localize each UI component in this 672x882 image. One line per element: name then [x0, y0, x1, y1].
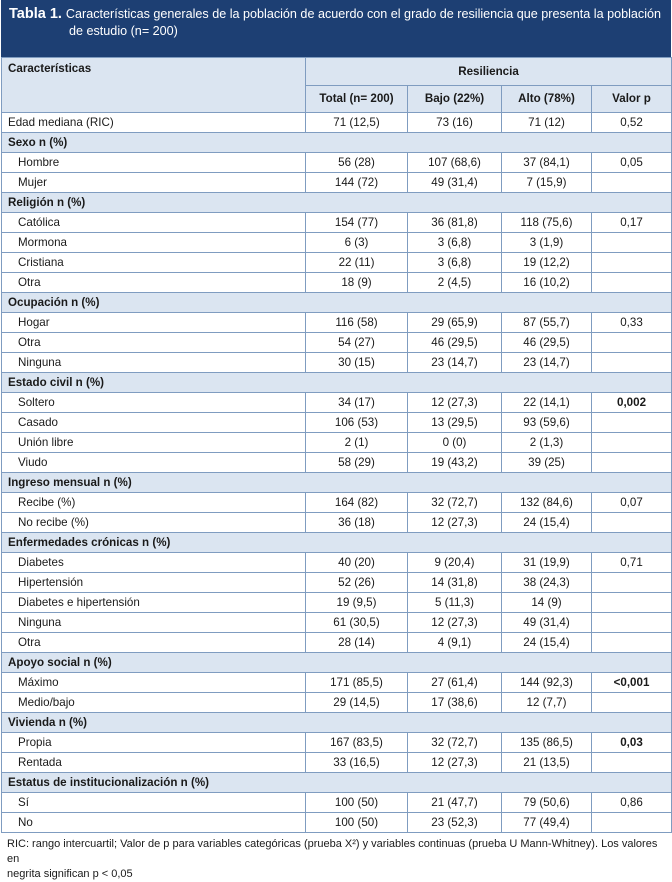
cell-valor-p: 0,07 [592, 493, 672, 513]
cell-total: 171 (85,5) [306, 673, 408, 693]
table-row [2, 573, 672, 593]
cell-alto: 38 (24,3) [502, 573, 592, 593]
section-label: Vivienda n (%) [2, 713, 672, 733]
cell-total: 164 (82) [306, 493, 408, 513]
cell-alto: 24 (15,4) [502, 633, 592, 653]
table-number: Tabla 1. [9, 6, 62, 22]
cell-alto: 3 (1,9) [502, 233, 592, 253]
cell-alto: 23 (14,7) [502, 353, 592, 373]
cell-bajo: 73 (16) [408, 113, 502, 133]
row-label: Hombre [2, 153, 306, 173]
row-label: No [2, 813, 306, 833]
row-label: Sí [2, 793, 306, 813]
cell-bajo: 21 (47,7) [408, 793, 502, 813]
cell-total: 71 (12,5) [306, 113, 408, 133]
row-label: Recibe (%) [2, 493, 306, 513]
section-row [2, 533, 672, 553]
cell-total: 54 (27) [306, 333, 408, 353]
header-alto: Alto (78%) [502, 86, 592, 113]
cell-alto: 135 (86,5) [502, 733, 592, 753]
row-label: Máximo [2, 673, 306, 693]
cell-bajo: 3 (6,8) [408, 253, 502, 273]
table-row [2, 793, 672, 813]
cell-valor-p [592, 233, 672, 253]
cell-alto: 31 (19,9) [502, 553, 592, 573]
row-label: Hogar [2, 313, 306, 333]
section-row [2, 773, 672, 793]
cell-alto: 118 (75,6) [502, 213, 592, 233]
cell-total: 34 (17) [306, 393, 408, 413]
section-row [2, 193, 672, 213]
cell-total: 40 (20) [306, 553, 408, 573]
cell-valor-p: 0,17 [592, 213, 672, 233]
cell-bajo: 14 (31,8) [408, 573, 502, 593]
table-row [2, 753, 672, 773]
cell-bajo: 19 (43,2) [408, 453, 502, 473]
cell-bajo: 9 (20,4) [408, 553, 502, 573]
row-label: Diabetes [2, 553, 306, 573]
cell-alto: 132 (84,6) [502, 493, 592, 513]
cell-bajo: 13 (29,5) [408, 413, 502, 433]
cell-total: 116 (58) [306, 313, 408, 333]
cell-total: 106 (53) [306, 413, 408, 433]
cell-valor-p [592, 333, 672, 353]
header-row-1 [2, 58, 672, 86]
cell-total: 6 (3) [306, 233, 408, 253]
table-row [2, 553, 672, 573]
row-label: Soltero [2, 393, 306, 413]
cell-bajo: 27 (61,4) [408, 673, 502, 693]
cell-valor-p [592, 573, 672, 593]
cell-bajo: 4 (9,1) [408, 633, 502, 653]
header-bajo: Bajo (22%) [408, 86, 502, 113]
row-label: Ninguna [2, 613, 306, 633]
cell-valor-p: 0,71 [592, 553, 672, 573]
section-label: Enfermedades crónicas n (%) [2, 533, 672, 553]
section-row [2, 713, 672, 733]
section-label: Religión n (%) [2, 193, 672, 213]
cell-valor-p: 0,52 [592, 113, 672, 133]
cell-alto: 19 (12,2) [502, 253, 592, 273]
table-row [2, 493, 672, 513]
row-label: Católica [2, 213, 306, 233]
cell-alto: 46 (29,5) [502, 333, 592, 353]
cell-valor-p [592, 413, 672, 433]
cell-valor-p: 0,86 [592, 793, 672, 813]
cell-alto: 24 (15,4) [502, 513, 592, 533]
row-label: Otra [2, 633, 306, 653]
row-label: No recibe (%) [2, 513, 306, 533]
row-label: Edad mediana (RIC) [2, 113, 306, 133]
cell-bajo: 32 (72,7) [408, 733, 502, 753]
cell-total: 36 (18) [306, 513, 408, 533]
cell-valor-p [592, 433, 672, 453]
table-row [2, 313, 672, 333]
cell-bajo: 12 (27,3) [408, 753, 502, 773]
cell-alto: 79 (50,6) [502, 793, 592, 813]
cell-alto: 22 (14,1) [502, 393, 592, 413]
cell-total: 2 (1) [306, 433, 408, 453]
cell-total: 19 (9,5) [306, 593, 408, 613]
row-label: Rentada [2, 753, 306, 773]
cell-valor-p [592, 633, 672, 653]
table-row [2, 613, 672, 633]
table-row [2, 813, 672, 833]
table-row [2, 733, 672, 753]
cell-total: 28 (14) [306, 633, 408, 653]
cell-alto: 49 (31,4) [502, 613, 592, 633]
section-label: Estatus de institucionalización n (%) [2, 773, 672, 793]
row-label: Medio/bajo [2, 693, 306, 713]
table-row [2, 173, 672, 193]
table-row [2, 253, 672, 273]
cell-alto: 77 (49,4) [502, 813, 592, 833]
cell-valor-p: 0,33 [592, 313, 672, 333]
cell-bajo: 3 (6,8) [408, 233, 502, 253]
cell-valor-p [592, 813, 672, 833]
cell-bajo: 29 (65,9) [408, 313, 502, 333]
header-valor-p: Valor p [592, 86, 672, 113]
cell-total: 167 (83,5) [306, 733, 408, 753]
row-label: Propia [2, 733, 306, 753]
cell-alto: 16 (10,2) [502, 273, 592, 293]
section-label: Ocupación n (%) [2, 293, 672, 313]
cell-alto: 37 (84,1) [502, 153, 592, 173]
cell-total: 18 (9) [306, 273, 408, 293]
cell-alto: 39 (25) [502, 453, 592, 473]
table-row [2, 393, 672, 413]
cell-alto: 87 (55,7) [502, 313, 592, 333]
row-label: Hipertensión [2, 573, 306, 593]
table-row [2, 593, 672, 613]
cell-bajo: 23 (52,3) [408, 813, 502, 833]
table-footnote [1, 833, 671, 882]
table-row [2, 153, 672, 173]
cell-bajo: 0 (0) [408, 433, 502, 453]
footnote-line-1: RIC: rango intercuartil; Valor de p para variables categóricas (prueba X²) y variables continuas (prueba U Mann-Whitney). Los valores en [7, 838, 658, 865]
cell-valor-p: 0,002 [592, 393, 672, 413]
cell-alto: 71 (12) [502, 113, 592, 133]
section-row [2, 293, 672, 313]
row-label: Otra [2, 273, 306, 293]
cell-alto: 93 (59,6) [502, 413, 592, 433]
cell-bajo: 49 (31,4) [408, 173, 502, 193]
cell-valor-p: <0,001 [592, 673, 672, 693]
cell-valor-p [592, 453, 672, 473]
cell-bajo: 107 (68,6) [408, 153, 502, 173]
cell-valor-p [592, 593, 672, 613]
document-page [1, 0, 671, 882]
header-caracteristicas: Características [2, 58, 306, 113]
cell-total: 22 (11) [306, 253, 408, 273]
cell-total: 30 (15) [306, 353, 408, 373]
cell-alto: 7 (15,9) [502, 173, 592, 193]
row-label: Casado [2, 413, 306, 433]
cell-valor-p [592, 353, 672, 373]
cell-bajo: 5 (11,3) [408, 593, 502, 613]
cell-alto: 12 (7,7) [502, 693, 592, 713]
row-label: Mormona [2, 233, 306, 253]
cell-total: 52 (26) [306, 573, 408, 593]
cell-bajo: 12 (27,3) [408, 513, 502, 533]
cell-alto: 14 (9) [502, 593, 592, 613]
cell-total: 100 (50) [306, 793, 408, 813]
cell-valor-p [592, 753, 672, 773]
table-row [2, 633, 672, 653]
section-label: Apoyo social n (%) [2, 653, 672, 673]
cell-valor-p [592, 273, 672, 293]
cell-valor-p [592, 693, 672, 713]
title-text-2: de estudio (n= 200) [69, 24, 178, 38]
cell-alto: 21 (13,5) [502, 753, 592, 773]
row-label: Cristiana [2, 253, 306, 273]
cell-total: 144 (72) [306, 173, 408, 193]
cell-bajo: 12 (27,3) [408, 393, 502, 413]
row-label: Ninguna [2, 353, 306, 373]
table-row [2, 273, 672, 293]
table-row [2, 413, 672, 433]
footnote-line-2: negrita significan p < 0,05 [7, 868, 133, 880]
table-row [2, 673, 672, 693]
table-body [2, 113, 672, 833]
cell-total: 56 (28) [306, 153, 408, 173]
row-label: Otra [2, 333, 306, 353]
cell-valor-p [592, 513, 672, 533]
table-row [2, 433, 672, 453]
cell-bajo: 23 (14,7) [408, 353, 502, 373]
cell-total: 29 (14,5) [306, 693, 408, 713]
table-row [2, 233, 672, 253]
section-label: Sexo n (%) [2, 133, 672, 153]
cell-bajo: 12 (27,3) [408, 613, 502, 633]
cell-total: 154 (77) [306, 213, 408, 233]
cell-total: 58 (29) [306, 453, 408, 473]
section-label: Ingreso mensual n (%) [2, 473, 672, 493]
cell-valor-p: 0,05 [592, 153, 672, 173]
cell-valor-p [592, 613, 672, 633]
cell-valor-p [592, 253, 672, 273]
row-label: Mujer [2, 173, 306, 193]
row-label: Viudo [2, 453, 306, 473]
table-title [1, 0, 671, 57]
cell-bajo: 46 (29,5) [408, 333, 502, 353]
header-resiliencia: Resiliencia [306, 58, 672, 86]
cell-valor-p: 0,03 [592, 733, 672, 753]
table-row [2, 213, 672, 233]
cell-bajo: 17 (38,6) [408, 693, 502, 713]
cell-total: 100 (50) [306, 813, 408, 833]
section-row [2, 473, 672, 493]
section-label: Estado civil n (%) [2, 373, 672, 393]
row-label: Diabetes e hipertensión [2, 593, 306, 613]
table-row [2, 353, 672, 373]
cell-alto: 144 (92,3) [502, 673, 592, 693]
title-text-1: Características generales de la población de acuerdo con el grado de resiliencia que presenta la población [65, 7, 662, 21]
cell-alto: 2 (1,3) [502, 433, 592, 453]
section-row [2, 133, 672, 153]
table-row [2, 513, 672, 533]
section-row [2, 373, 672, 393]
cell-bajo: 32 (72,7) [408, 493, 502, 513]
cell-total: 61 (30,5) [306, 613, 408, 633]
cell-valor-p [592, 173, 672, 193]
characteristics-table [1, 57, 672, 833]
title-line-1 [9, 6, 663, 23]
cell-bajo: 36 (81,8) [408, 213, 502, 233]
cell-total: 33 (16,5) [306, 753, 408, 773]
row-label: Unión libre [2, 433, 306, 453]
header-total: Total (n= 200) [306, 86, 408, 113]
table-row [2, 453, 672, 473]
section-row [2, 653, 672, 673]
cell-bajo: 2 (4,5) [408, 273, 502, 293]
table-row [2, 113, 672, 133]
table-row [2, 693, 672, 713]
table-row [2, 333, 672, 353]
